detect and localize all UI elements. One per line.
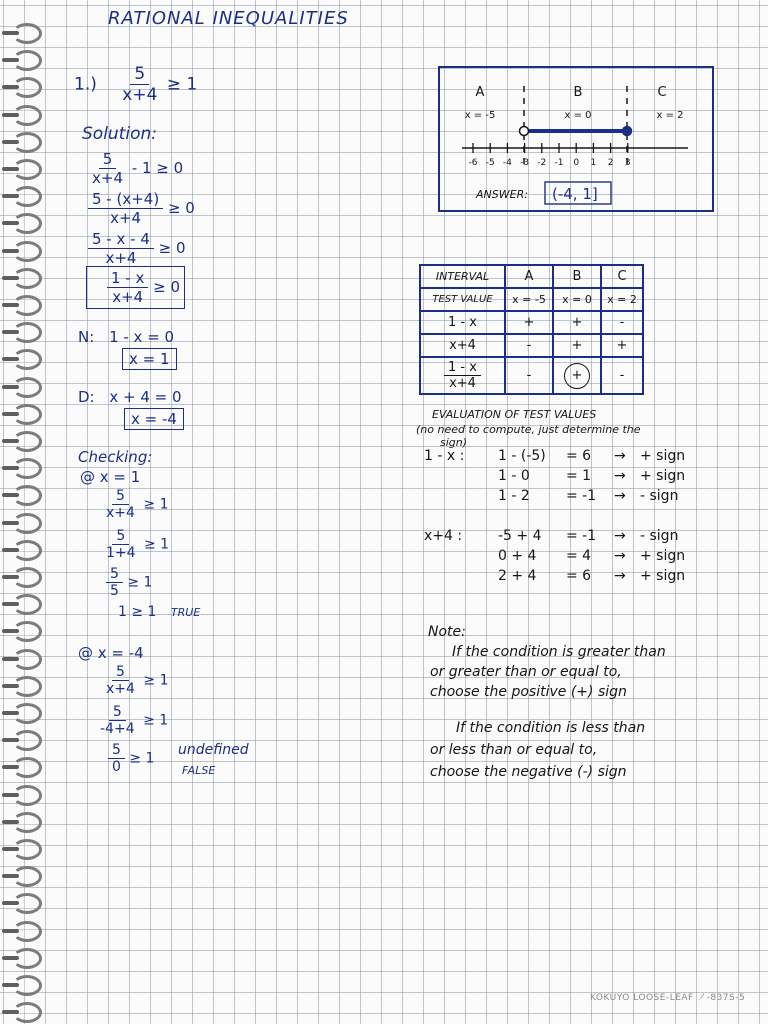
c1l1-num: 5 [112,488,129,505]
evaluation-subtitle-2: sign) [440,436,468,449]
spiral-ring [2,1001,36,1019]
spiral-ring [2,920,36,938]
spiral-ring [2,512,36,530]
check2-verdict-false: FALSE [182,764,216,777]
eval-sign: - sign [640,488,679,504]
table-header-cell: C [601,265,643,288]
c2l3-num: 5 [108,742,125,759]
eval-group2-label: x+4 : [424,528,463,544]
number-line-box [438,66,714,212]
region-c-label: C [657,85,667,100]
note-p1-line3: choose the positive (+) sign [430,684,627,700]
spiral-ring [2,267,36,285]
c1l3-rest: ≥ 1 [127,574,153,591]
check-at-neg4-label: @ x = -4 [78,644,144,662]
table-cell: - [601,357,643,394]
c1l2-rest: ≥ 1 [144,536,170,553]
table-cell: x = 0 [553,288,601,311]
tick-label: -1 [554,158,564,168]
answer-label: ANSWER: [476,188,528,201]
numerator-result: x = 1 [122,348,177,370]
step3-den: x+4 [105,249,137,267]
step3-rest: ≥ 0 [158,239,186,257]
region-b-label: B [573,85,583,100]
c1l1-den: x+4 [106,505,135,521]
d-eq: x + 4 = 0 [109,388,182,406]
check2-line2 [96,704,168,737]
spiral-ring [2,158,36,176]
spiral-ring [2,648,36,666]
eval-sign: + sign [640,568,686,584]
tick-label: 1 [590,158,597,168]
step3-num: 5 - x - 4 [88,230,154,249]
numerator-equation [78,328,174,346]
region-a-test: x = -5 [464,110,496,121]
step4-num: 1 - x [107,269,148,288]
arrow-right-icon: → [614,448,626,464]
eval-val: = 1 [566,468,592,484]
table-row [420,265,643,288]
interval-table [419,264,644,395]
c1l4: 1 ≥ 1 [118,604,157,620]
eval-val: = 4 [566,548,592,564]
c2l2-rest: ≥ 1 [143,712,169,729]
c1l3-den: 5 [110,583,119,599]
arrow-right-icon: → [614,468,626,484]
checking-label: Checking: [78,448,153,466]
table-frac-den: x+4 [449,376,476,391]
step1-num: 5 [99,150,117,169]
arrow-right-icon: → [614,488,626,504]
arrow-right-icon: → [614,548,626,564]
page-title: RATIONAL INEQUALITIES [108,8,349,29]
table-cell: 1 - x [420,311,505,334]
solution-step-2 [88,190,195,227]
arrow-right-icon: → [614,528,626,544]
solution-label: Solution: [82,124,157,144]
spiral-ring [2,974,36,992]
spiral-ring [2,865,36,883]
spiral-ring [2,22,36,40]
table-cell [420,357,505,394]
tick-label: 0 [573,158,580,168]
d-label: D: [78,388,95,406]
circled-plus: + [564,363,590,389]
spiral-ring [2,104,36,122]
check2-verdict-undefined: undefined [178,742,249,758]
check-at-1-label: @ x = 1 [80,468,141,486]
table-cell: - [505,334,553,357]
c2l2-num: 5 [109,704,126,721]
spiral-ring [2,729,36,747]
c2l2-den: -4+4 [100,721,135,737]
tick-label: 3 [624,158,631,168]
problem-number: 1.) [74,74,97,95]
spiral-ring [2,240,36,258]
c2l3-den: 0 [112,759,121,775]
c1l2-num: 5 [112,528,129,545]
table-row [420,311,643,334]
table-row [420,288,643,311]
solution-step-3 [88,230,186,267]
table-cell: + [553,311,601,334]
solution-step-4-boxed [86,266,185,309]
spiral-ring [2,212,36,230]
region-c-test: x = 2 [656,110,684,121]
evaluation-subtitle-1: (no need to compute, just determine the [416,423,641,436]
c1l3-num: 5 [106,566,123,583]
eval-group1-label: 1 - x : [424,448,465,464]
n-eq: 1 - x = 0 [109,328,175,346]
tick-label: -2 [537,158,547,168]
note-p2-line2: or less than or equal to, [430,742,598,758]
table-cell [553,357,601,394]
table-cell: - [505,357,553,394]
table-cell: x+4 [420,334,505,357]
spiral-ring [2,539,36,557]
spiral-ring [2,838,36,856]
check1-line2 [102,528,169,561]
tick-label: 2 [607,158,614,168]
spiral-binding [0,0,40,1024]
tick-label: -6 [468,158,478,168]
check1-line1 [102,488,168,521]
spiral-ring [2,403,36,421]
table-header-cell: A [505,265,553,288]
eval-expr: -5 + 4 [498,528,542,544]
eval-sign: + sign [640,448,686,464]
spiral-ring [2,457,36,475]
spiral-ring [2,131,36,149]
tick-label: -4 [502,158,512,168]
c2l1-rest: ≥ 1 [143,672,169,689]
eval-expr: 0 + 4 [498,548,537,564]
table-cell: + [553,334,601,357]
denominator-equation [78,388,182,406]
table-row [420,334,643,357]
step2-num: 5 - (x+4) [88,190,163,209]
denominator-result: x = -4 [124,408,184,430]
note-p2-line1: If the condition is less than [456,720,646,736]
answer-value: (-4, 1] [552,185,598,203]
table-cell: x = -5 [505,288,553,311]
spiral-ring [2,76,36,94]
step2-den: x+4 [110,209,142,227]
check2-line1 [102,664,168,697]
spiral-ring [2,49,36,67]
table-row [420,357,643,394]
table-cell: + [601,334,643,357]
number-line-svg [440,68,712,210]
problem-relation: ≥ 1 [166,74,198,95]
problem-fraction [118,64,161,105]
eval-val: = -1 [566,528,597,544]
spiral-ring [2,566,36,584]
paper-brand: KOKUYO LOOSE-LEAF ノ-837S-5 [590,993,746,1003]
tick-group [469,143,631,168]
check1-line3 [106,566,152,599]
check1-verdict: TRUE [170,606,201,619]
spiral-ring [2,947,36,965]
c2l3-rest: ≥ 1 [129,750,155,767]
spiral-ring [2,376,36,394]
step4-rest: ≥ 0 [153,278,181,296]
eval-val: = 6 [566,448,592,464]
note-p1-line1: If the condition is greater than [452,644,666,660]
arrow-right-icon: → [614,568,626,584]
spiral-ring [2,430,36,448]
spiral-ring [2,294,36,312]
table-cell: + [505,311,553,334]
eval-sign: - sign [640,528,679,544]
step4-den: x+4 [112,288,144,306]
eval-sign: + sign [640,548,686,564]
solution-step-1 [88,150,183,187]
step1-den: x+4 [92,169,123,187]
spiral-ring [2,348,36,366]
spiral-ring [2,620,36,638]
tick-label: -3 [520,158,530,168]
spiral-ring [2,784,36,802]
eval-expr: 1 - 0 [498,468,530,484]
problem-denominator: x+4 [122,85,158,105]
eval-expr: 1 - 2 [498,488,530,504]
spiral-ring [2,702,36,720]
check2-line3 [108,742,154,775]
step2-rest: ≥ 0 [167,199,195,217]
c1l2-den: 1+4 [106,545,136,561]
c2l1-num: 5 [112,664,129,681]
step1-rest: - 1 ≥ 0 [131,159,184,177]
n-label: N: [78,328,95,346]
table-cell: x = 2 [601,288,643,311]
spiral-ring [2,593,36,611]
problem [74,64,197,105]
table-cell: TEST VALUE [420,288,505,311]
spiral-ring [2,675,36,693]
region-b-test: x = 0 [564,110,592,121]
spiral-ring [2,185,36,203]
open-endpoint [520,127,529,136]
eval-sign: + sign [640,468,686,484]
table-frac-num: 1 - x [444,360,481,376]
evaluation-title: EVALUATION OF TEST VALUES [432,408,597,421]
spiral-ring [2,811,36,829]
problem-numerator: 5 [130,64,149,85]
eval-val: = 6 [566,568,592,584]
spiral-ring [2,756,36,774]
tick-label: -5 [485,158,495,168]
eval-val: = -1 [566,488,597,504]
table-header-cell: B [553,265,601,288]
spiral-ring [2,321,36,339]
spiral-ring [2,484,36,502]
check1-line4 [118,604,200,620]
closed-endpoint [623,127,632,136]
c1l1-rest: ≥ 1 [143,496,169,513]
eval-expr: 1 - (-5) [498,448,546,464]
c2l1-den: x+4 [106,681,135,697]
table-header-cell: INTERVAL [420,265,505,288]
note-label: Note: [428,624,466,640]
eval-expr: 2 + 4 [498,568,537,584]
table-cell: - [601,311,643,334]
region-a-label: A [475,85,485,100]
note-p2-line3: choose the negative (-) sign [430,764,627,780]
note-p1-line2: or greater than or equal to, [430,664,622,680]
spiral-ring [2,892,36,910]
